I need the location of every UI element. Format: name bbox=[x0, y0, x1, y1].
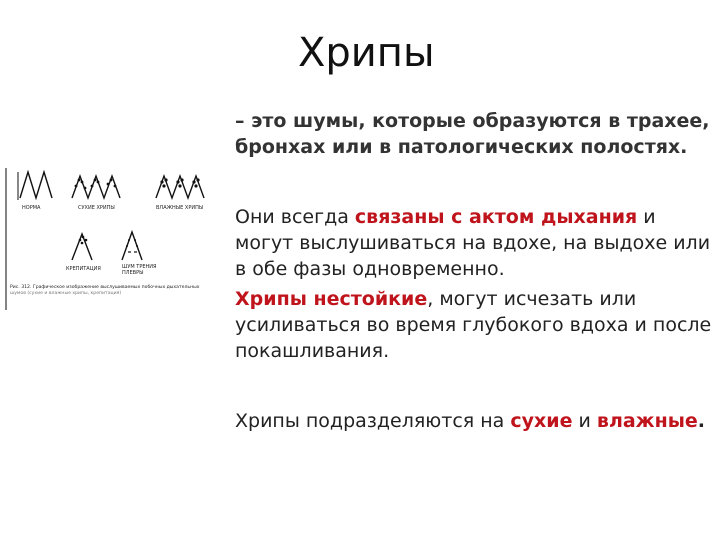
label-wet-rales: ВЛАЖНЫЕ ХРИПЫ bbox=[156, 205, 204, 211]
para1-text-1: Они всегда bbox=[235, 206, 355, 228]
label-pleural-rub-1: ШУМ ТРЕНИЯ bbox=[122, 264, 157, 270]
para3-text-1: Хрипы подразделяются на bbox=[235, 410, 511, 432]
dry-rales-highlight: сухие bbox=[510, 410, 573, 432]
unstable-rales-paragraph bbox=[235, 286, 717, 364]
breath-sounds-figure bbox=[4, 160, 220, 310]
breathing-link-paragraph bbox=[235, 204, 717, 282]
definition-line-2: бронхах или в патологических полостях. bbox=[235, 136, 688, 158]
para3-text-2: и bbox=[572, 410, 597, 432]
label-norm: НОРМА bbox=[22, 205, 41, 211]
slide-title: Хрипы bbox=[298, 30, 435, 76]
para1-text-2: и могут выслушиваться на вдохе, на выдохе или в обе фазы одновременно. bbox=[235, 206, 711, 280]
label-dry-rales: СУХИЕ ХРИПЫ bbox=[78, 205, 115, 211]
definition-paragraph bbox=[235, 108, 717, 160]
para2-text-1: , могут исчезать или усиливаться во время глубокого вдоха и после покашливания. bbox=[235, 288, 712, 362]
dry-rales-graphic bbox=[72, 176, 120, 211]
pleural-rub-graphic bbox=[122, 232, 157, 276]
figure-caption-line-2: шумов (сухие и влажные хрипы, крепитация) bbox=[10, 291, 122, 296]
label-pleural-rub-2: ПЛЕВРЫ bbox=[122, 270, 144, 276]
unstable-rales-highlight: Хрипы нестойкие bbox=[235, 288, 428, 310]
wet-rales-graphic bbox=[156, 176, 204, 211]
breathing-act-highlight: связаны с актом дыхания bbox=[354, 206, 638, 228]
crepitation-graphic bbox=[66, 234, 101, 272]
para3-period: . bbox=[697, 410, 706, 432]
breath-sounds-diagram bbox=[4, 160, 220, 310]
label-crepitation: КРЕПИТАЦИЯ bbox=[66, 266, 101, 272]
rales-types-paragraph bbox=[235, 408, 717, 434]
slide-body bbox=[235, 108, 717, 434]
definition-line-1: – это шумы, которые образуются в трахее, bbox=[235, 110, 710, 132]
wet-rales-highlight: влажные bbox=[596, 410, 698, 432]
figure-caption-line-1: Рис. 312. Графическое изображение выслушиваемых побочных дыхательных bbox=[10, 285, 200, 290]
norm-sound-graphic bbox=[18, 172, 52, 211]
